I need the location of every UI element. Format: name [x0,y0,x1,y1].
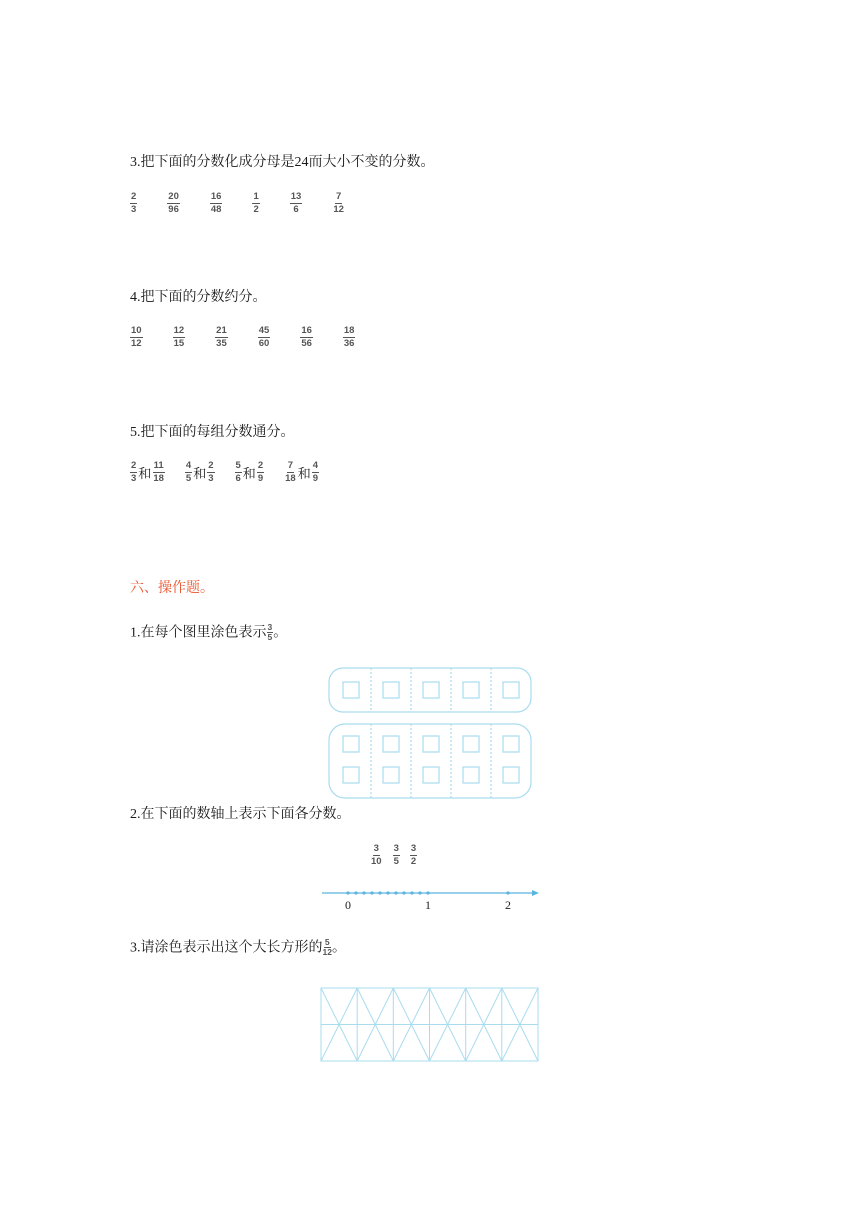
question-4-title [130,288,267,307]
axis-arrow [532,890,539,896]
numerator: 3 [373,843,379,854]
punctuation: 。 [331,939,346,956]
denominator: 35 [216,338,227,349]
denominator: 9 [312,473,318,484]
fraction [332,192,345,215]
number-line [318,884,544,914]
figure-top-squares [343,682,519,698]
numerator: 3 [267,622,273,632]
fraction [235,461,242,484]
connector-text: 和 [138,467,152,482]
denominator: 96 [168,204,179,215]
fraction [173,326,186,349]
question-text: 在下面的数轴上表示下面各分数。 [140,806,351,822]
numerator: 20 [168,191,179,202]
fraction [290,192,303,215]
question-number: 3. [130,155,141,170]
fraction [258,326,271,349]
fraction [167,192,180,215]
denominator: 12 [131,338,142,349]
figure-bottom-squares [343,736,519,783]
numerator: 3 [393,843,399,854]
fraction [343,326,356,349]
denominator: 60 [258,338,270,349]
denominator: 15 [173,338,185,349]
numerator: 11 [153,460,164,471]
fraction-pair [284,461,319,484]
fraction [130,326,143,349]
denominator: 2 [410,856,417,867]
question-text: 把下面的分数约分。 [140,289,267,305]
numerator: 2 [131,191,137,202]
fraction [210,192,223,215]
numerator: 5 [324,937,330,947]
numerator: 7 [335,191,342,202]
question-number: 5. [130,425,141,440]
fraction [252,192,259,215]
connector-text: 和 [297,467,311,482]
large-rectangle-grid [320,987,540,1063]
numerator: 45 [258,325,270,336]
figure-bottom-dividers [371,724,491,798]
fraction [300,326,313,349]
fraction-list [370,844,417,867]
fraction [410,844,417,867]
figure-bottom-outline [329,724,531,798]
operation-3-title [130,938,346,958]
numerator: 16 [210,191,222,202]
figure-top-dividers [371,668,491,712]
denominator: 18 [153,473,164,484]
denominator: 5 [267,632,273,642]
question-3-title [130,153,435,172]
numerator: 2 [257,460,264,471]
question-text: 请涂色表示出这个大长方形的 [140,939,323,956]
denominator: 6 [235,473,241,484]
section-title: 六、操作题。 [130,580,214,596]
denominator: 12 [322,947,332,957]
denominator: 36 [343,338,355,349]
question-5-title [130,423,295,442]
fraction [185,461,192,484]
numerator: 2 [131,460,137,471]
question-text: 把下面的分数化成分母是 [140,154,295,170]
numerator: 18 [343,325,355,336]
denominator: 5 [393,856,399,867]
operation-1-title [130,623,287,643]
inline-fraction [323,938,332,957]
denominator: 48 [210,204,222,215]
denominator: 56 [301,338,312,349]
fraction [312,461,319,484]
denominator: 3 [208,473,214,484]
fraction [130,461,137,484]
fraction [215,326,228,349]
fraction [257,461,264,484]
fraction-list [130,192,345,215]
axis-label-1: 1 [425,898,431,912]
question-number: 4. [130,290,141,305]
fraction-pair [130,461,165,484]
numerator: 4 [185,460,192,471]
numerator: 3 [410,843,417,854]
fraction-pair [185,461,215,484]
fraction [207,461,214,484]
shading-figures [326,666,534,802]
axis-label-2: 2 [505,898,511,912]
fraction [393,844,400,867]
question-text: 而大小不变的分数。 [308,154,435,170]
numerator: 16 [301,325,312,336]
denominator: 3 [131,204,137,215]
numerator: 7 [287,460,294,471]
numerator: 13 [290,191,302,202]
denominator: 9 [257,473,264,484]
connector-text: 和 [193,467,207,482]
axis-label-0: 0 [345,898,351,912]
fraction-pair-list [130,461,319,484]
fraction-list [130,326,355,349]
fraction [152,461,165,484]
numerator: 12 [173,325,185,336]
fraction [284,461,297,484]
denominator: 6 [293,204,299,215]
denominator-value: 24 [294,155,309,170]
question-number: 2. [130,807,141,822]
numerator: 5 [235,460,241,471]
question-number: 3. [130,940,141,956]
question-number: 1. [130,625,141,641]
denominator: 12 [333,204,344,215]
numerator: 2 [208,460,214,471]
fraction [130,192,137,215]
denominator: 5 [185,473,192,484]
denominator: 10 [371,856,382,867]
denominator: 18 [285,473,296,484]
denominator: 2 [253,204,259,215]
fraction-pair [235,461,265,484]
numerator: 1 [253,191,259,202]
denominator: 3 [131,473,137,484]
fraction [370,844,383,867]
question-text: 在每个图里涂色表示 [140,624,267,641]
punctuation: 。 [273,624,288,641]
numerator: 10 [131,325,142,336]
connector-text: 和 [242,467,256,482]
operation-2-title [130,805,351,824]
numerator: 4 [312,460,318,471]
numerator: 21 [216,325,227,336]
question-text: 把下面的每组分数通分。 [140,424,295,440]
